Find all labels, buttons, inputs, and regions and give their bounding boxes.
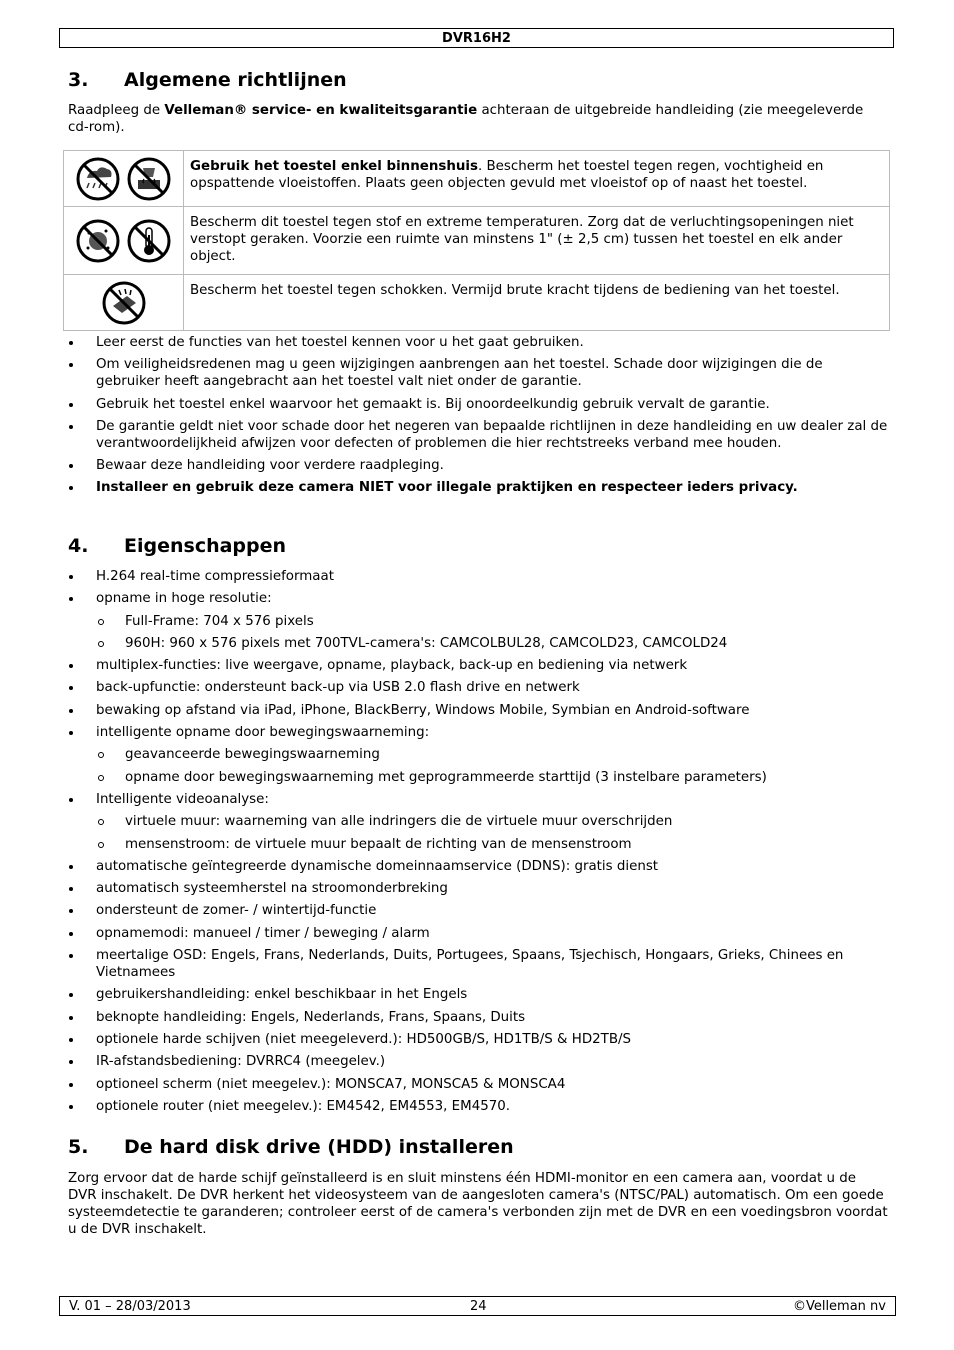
- page-header: [59, 28, 894, 48]
- section-title: Algemene richtlijnen: [124, 69, 347, 91]
- list-item: opname in hoge resolutie:: [68, 590, 888, 607]
- footer-copyright: ©Velleman nv: [792, 1299, 886, 1314]
- list-item-bold: Installeer en gebruik deze camera NIET voor illegale praktijken en respecteer ieders privacy.: [68, 479, 888, 496]
- safety-row: [64, 207, 890, 275]
- section-3-heading: [68, 69, 347, 91]
- safety-table: [63, 150, 890, 331]
- sub-list-item: opname door bewegingswaarneming met geprogrammeerde starttijd (3 instelbare parameters): [68, 769, 888, 786]
- section-3-intro: [68, 102, 888, 136]
- list-item: IR-afstandsbediening: DVRRC4 (meegelev.): [68, 1053, 888, 1070]
- intro-text-end: achteraan de uitgebreide handleiding (zie meegeleverde cd-rom).: [68, 103, 864, 135]
- section-title: De hard disk drive (HDD) installeren: [124, 1136, 514, 1158]
- sub-list-item: mensenstroom: de virtuele muur bepaalt de richting van de mensenstroom: [68, 836, 888, 853]
- list-item: beknopte handleiding: Engels, Nederlands, Frans, Spaans, Duits: [68, 1009, 888, 1026]
- list-item: Gebruik het toestel enkel waarvoor het gemaakt is. Bij onoordeelkundig gebruik vervalt de garantie.: [68, 396, 888, 413]
- list-item: optionele router (niet meegelev.): EM4542, EM4553, EM4570.: [68, 1098, 888, 1115]
- safety-icons-cell: [64, 207, 184, 275]
- list-item: Om veiligheidsredenen mag u geen wijzigingen aanbrengen aan het toestel. Schade door wijzigingen die de gebruiker heeft aangebracht aan het toestel valt niet onder de garantie.: [68, 356, 888, 390]
- safety-text-cell: [184, 275, 890, 331]
- no-rain-icon: [75, 172, 125, 187]
- list-item: back-upfunctie: ondersteunt back-up via USB 2.0 flash drive en netwerk: [68, 679, 888, 696]
- page-footer: [59, 1296, 896, 1316]
- section-title: Eigenschappen: [124, 535, 287, 557]
- intro-bold: Velleman® service- en kwaliteitsgarantie: [164, 103, 478, 118]
- safety-text-bold: Gebruik het toestel enkel binnenshuis: [190, 159, 478, 174]
- list-item: optionele harde schijven (niet meegeleverd.): HD500GB/S, HD1TB/S & HD2TB/S: [68, 1031, 888, 1048]
- safety-text: Bescherm het toestel tegen schokken. Vermijd brute kracht tijdens de bediening van het toestel.: [190, 283, 840, 298]
- section-number: 3.: [68, 69, 89, 91]
- safety-row: [64, 275, 890, 331]
- section-5-text: Zorg ervoor dat de harde schijf geïnstalleerd is en sluit minstens één HDMI-monitor en een camera aan, voordat u de DVR inschakelt. De DVR herkent het videosysteem van de aangesloten camera's (NTSC/PAL) automatisch. Om een goede systeemdetectie te garanderen; controleer eerst of de camera's verbonden zijn met de DVR en een voedingsbron voordat u de DVR inschakelt.: [68, 1171, 888, 1237]
- safety-icons-cell: [64, 151, 184, 207]
- no-dust-icon: [75, 234, 125, 249]
- features-list: [68, 568, 888, 1120]
- safety-text-cell: [184, 207, 890, 275]
- intro-text: Raadpleeg de: [68, 103, 165, 118]
- sub-list-item: 960H: 960 x 576 pixels met 700TVL-camera's: CAMCOLBUL28, CAMCOLD23, CAMCOLD24: [68, 635, 888, 652]
- safety-text-cell: [184, 151, 890, 207]
- list-item: De garantie geldt niet voor schade door het negeren van bepaalde richtlijnen in deze handleiding en uw dealer zal de verantwoordelijkheid afwijzen voor defecten of problemen die hier rechtstreeks verband mee houden.: [68, 418, 888, 452]
- sub-list-item: Full-Frame: 704 x 576 pixels: [68, 613, 888, 630]
- list-item: automatisch systeemherstel na stroomonderbreking: [68, 880, 888, 897]
- list-item: ondersteunt de zomer- / wintertijd-functie: [68, 902, 888, 919]
- section-4-heading: [68, 535, 286, 557]
- list-item: multiplex-functies: live weergave, opname, playback, back-up en bediening via netwerk: [68, 657, 888, 674]
- section-number: 5.: [68, 1136, 89, 1158]
- safety-text: . Bescherm het toestel tegen regen, vochtigheid en opspattende vloeistoffen. Plaats geen objecten gevuld met vloeistof op of naast het toestel.: [190, 159, 824, 191]
- no-shock-icon: [101, 296, 147, 311]
- model-name: DVR16H2: [442, 31, 511, 46]
- list-item: opnamemodi: manueel / timer / beweging / alarm: [68, 925, 888, 942]
- list-item: bewaking op afstand via iPad, iPhone, BlackBerry, Windows Mobile, Symbian en Android-software: [68, 702, 888, 719]
- footer-version: V. 01 – 28/03/2013: [69, 1299, 191, 1314]
- list-item: automatische geïntegreerde dynamische domeinnaamservice (DDNS): gratis dienst: [68, 858, 888, 875]
- list-item: Bewaar deze handleiding voor verdere raadpleging.: [68, 457, 888, 474]
- sub-list-item: virtuele muur: waarneming van alle indringers die de virtuele muur overschrijden: [68, 813, 888, 830]
- no-extreme-temperature-icon: [126, 234, 172, 249]
- safety-text: Bescherm dit toestel tegen stof en extreme temperaturen. Zorg dat de verluchtingsopeningen niet verstopt geraken. Voorzie een ruimte van minstens 1" (± 2,5 cm) tussen het toestel en elk ander object.: [190, 215, 854, 264]
- list-item: meertalige OSD: Engels, Frans, Nederlands, Duits, Portugees, Spaans, Tsjechisch, Hongaars, Grieks, Chinees en Vietnamees: [68, 947, 888, 981]
- section-number: 4.: [68, 535, 89, 557]
- list-item: optioneel scherm (niet meegelev.): MONSCA7, MONSCA5 & MONSCA4: [68, 1076, 888, 1093]
- safety-icons-cell: [64, 275, 184, 331]
- section-3-bullets: [68, 334, 888, 502]
- no-liquid-icon: [126, 172, 172, 187]
- safety-row: [64, 151, 890, 207]
- sub-list-item: geavanceerde bewegingswaarneming: [68, 746, 888, 763]
- list-item: Intelligente videoanalyse:: [68, 791, 888, 808]
- list-item: H.264 real-time compressieformaat: [68, 568, 888, 585]
- page-number: 24: [470, 1299, 487, 1314]
- list-item: intelligente opname door bewegingswaarneming:: [68, 724, 888, 741]
- list-item: gebruikershandleiding: enkel beschikbaar in het Engels: [68, 986, 888, 1003]
- list-item: Leer eerst de functies van het toestel kennen voor u het gaat gebruiken.: [68, 334, 888, 351]
- section-5-heading: [68, 1136, 514, 1158]
